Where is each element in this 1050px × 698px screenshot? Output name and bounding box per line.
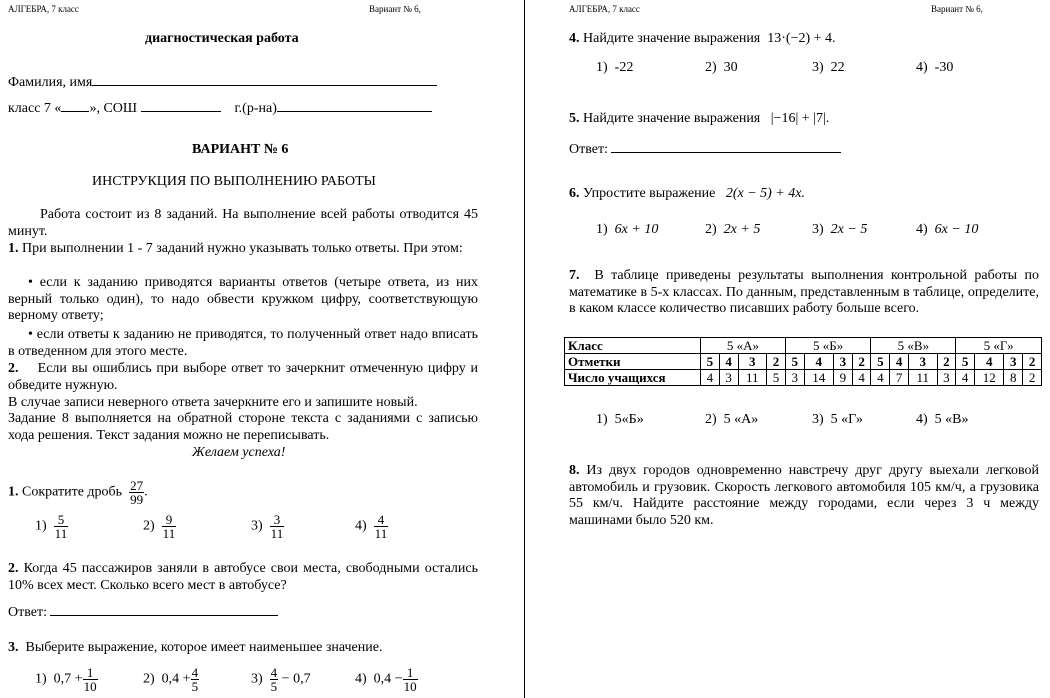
table-row-marks (565, 354, 1042, 370)
mark-cell: 5 (785, 354, 804, 370)
class-g-header: 5 «Г» (956, 338, 1042, 354)
city-field[interactable] (277, 99, 432, 112)
class-a-header: 5 «А» (701, 338, 786, 354)
count-cell: 11 (738, 370, 767, 386)
class-b-header: 5 «Б» (785, 338, 871, 354)
task1-option-2[interactable]: 2) $\frac{9}{11}$ (143, 512, 176, 541)
mark-cell: 3 (1004, 354, 1023, 370)
mark-cell: 5 (871, 354, 890, 370)
task1-option-1[interactable]: 1) $\frac{5}{11}$ (35, 512, 68, 541)
mark-cell: 5 (956, 354, 975, 370)
wish-text: Желаем успеха! (192, 445, 286, 460)
task4-option-1[interactable]: 1) -22 (596, 60, 634, 75)
task6-option-4[interactable]: 4) 6x − 10 (916, 222, 979, 237)
mark-cell: 4 (804, 354, 833, 370)
task8-question: 8. Из двух городов одновременно навстречу друг другу выехали легковой автомобиль и грузовик. Скорость легкового автомобиля 105 км/ч, а грузовика 55 км/ч. Найдите расстояние между городами, если через 3 ч между машинами было 520 км. (569, 463, 1040, 528)
surname-row (8, 73, 437, 91)
table-row-counts (565, 370, 1042, 386)
school-field[interactable] (141, 99, 221, 112)
mark-cell: 4 (719, 354, 738, 370)
class-letter-field[interactable] (61, 99, 89, 112)
mark-cell: 3 (908, 354, 937, 370)
task2-answer-label: Ответ: (8, 605, 47, 620)
city-label: г.(р-на) (234, 101, 277, 116)
count-cell: 8 (1004, 370, 1023, 386)
task5-answer-field[interactable] (611, 140, 841, 153)
instruction-p5: 2. Если вы ошиблись при выборе ответ то зачеркнит отмеченную цифру и обведите нужную. (8, 361, 478, 393)
class-label: класс 7 « (8, 101, 62, 116)
work-title: диагностическая работа (145, 31, 299, 46)
count-cell: 4 (871, 370, 890, 386)
mark-cell: 5 (701, 354, 720, 370)
task1-question: 1. Сократите дробь $\frac{27}{99}$ . (8, 478, 148, 507)
task2-question: 2. Когда 45 пассажиров заняли в автобусе свои места, свободными остались 10% всех мест. Сколько всего мест в автобусе? (8, 561, 479, 593)
count-cell: 12 (975, 370, 1004, 386)
task6-question: 6. Упростите выражение 2(x − 5) + 4x. (569, 186, 805, 201)
task7-question: 7. В таблице приведены результаты выполнения контрольной работы по математике в 5-х классах. По данным, представленным в таблице, определите, в каком классе количество писавших работу больше всего. (569, 268, 1039, 316)
task5-question: 5. Найдите значение выражения |−16| + |7|. (569, 111, 830, 126)
count-cell: 2 (1023, 370, 1042, 386)
task1-fraction: $\frac{27}{99}$ (130, 478, 144, 507)
instruction-p1: Работа состоит из 8 заданий. На выполнение всей работы отводится 45 минут. (8, 207, 478, 239)
mark-cell: 2 (937, 354, 956, 370)
mark-cell: 2 (767, 354, 786, 370)
count-cell: 14 (804, 370, 833, 386)
row-label-count: Число учащихся (565, 370, 701, 386)
task7-option-1[interactable]: 1) 5«Б» (596, 412, 644, 427)
task4-option-3[interactable]: 3) 22 (812, 60, 845, 75)
task3-option-4[interactable]: 4) 0,4 − $\frac{1}{10}$ (355, 665, 417, 694)
class-v-header: 5 «В» (871, 338, 956, 354)
page-divider (524, 0, 525, 698)
task4-option-2[interactable]: 2) 30 (705, 60, 738, 75)
task3-option-3[interactable]: 3) $\frac{4}{5}$ − 0,7 (251, 665, 311, 694)
task3-option-2[interactable]: 2) 0,4 + $\frac{4}{5}$ (143, 665, 199, 694)
header-subject-left: АЛГЕБРА, 7 класс (8, 4, 79, 14)
count-cell: 3 (785, 370, 804, 386)
mark-cell: 4 (890, 354, 909, 370)
instruction-p4: • если ответы к заданию не приводятся, то полученный ответ надо вписать в отведенном для этого месте. (8, 327, 478, 359)
task7-option-2[interactable]: 2) 5 «А» (705, 412, 759, 427)
surname-label: Фамилия, имя (8, 75, 93, 90)
instructions-title: ИНСТРУКЦИЯ ПО ВЫПОЛНЕНИЮ РАБОТЫ (92, 174, 376, 189)
count-cell: 5 (767, 370, 786, 386)
count-cell: 7 (890, 370, 909, 386)
task5-answer-row (569, 140, 841, 158)
task3-option-1[interactable]: 1) 0,7 + $\frac{1}{10}$ (35, 665, 97, 694)
mark-cell: 2 (852, 354, 871, 370)
count-cell: 4 (852, 370, 871, 386)
task3-question: 3. Выберите выражение, которое имеет наименьшее значение. (8, 640, 383, 655)
table-row-classes (565, 338, 1042, 354)
row-label-class: Класс (565, 338, 701, 354)
mark-cell: 4 (975, 354, 1004, 370)
mark-cell: 2 (1023, 354, 1042, 370)
class-row (8, 99, 432, 117)
school-label: », СОШ (89, 101, 138, 116)
count-cell: 4 (701, 370, 720, 386)
task6-option-1[interactable]: 1) 6x + 10 (596, 222, 659, 237)
surname-field[interactable] (92, 73, 437, 86)
instruction-p2: 1. При выполнении 1 - 7 заданий нужно указывать только ответы. При этом: (8, 241, 463, 256)
instruction-p7: Задание 8 выполняется на обратной стороне текста с заданиями с записью хода решения. Текст задания можно не переписывать. (8, 411, 478, 443)
instruction-p6: В случае записи неверного ответа зачеркните его и запишите новый. (8, 395, 418, 410)
task7-option-3[interactable]: 3) 5 «Г» (812, 412, 863, 427)
task7-option-4[interactable]: 4) 5 «В» (916, 412, 969, 427)
mark-cell: 3 (833, 354, 852, 370)
header-variant-right: Вариант № 6, (931, 4, 983, 14)
header-variant-left: Вариант № 6, (369, 4, 421, 14)
mark-cell: 3 (738, 354, 767, 370)
task6-option-2[interactable]: 2) 2x + 5 (705, 222, 761, 237)
task4-question: 4. Найдите значение выражения 13·(−2) + 4. (569, 31, 836, 46)
task1-option-3[interactable]: 3) $\frac{3}{11}$ (251, 512, 284, 541)
task5-answer-label: Ответ: (569, 142, 608, 157)
row-label-marks: Отметки (565, 354, 701, 370)
header-subject-right: АЛГЕБРА, 7 класс (569, 4, 640, 14)
count-cell: 11 (908, 370, 937, 386)
results-table (564, 337, 1042, 386)
task4-option-4[interactable]: 4) -30 (916, 60, 954, 75)
instruction-p3: • если к заданию приводятся варианты ответов (четыре ответа, из них верный только один), то надо обвести кружком цифру, соответствующую верному ответу; (8, 275, 478, 323)
count-cell: 3 (719, 370, 738, 386)
count-cell: 3 (937, 370, 956, 386)
task6-option-3[interactable]: 3) 2x − 5 (812, 222, 868, 237)
variant-title: ВАРИАНТ № 6 (192, 142, 289, 157)
count-cell: 9 (833, 370, 852, 386)
task2-answer-field[interactable] (50, 603, 278, 616)
task1-option-4[interactable]: 4) $\frac{4}{11}$ (355, 512, 388, 541)
task2-answer-row (8, 603, 278, 621)
count-cell: 4 (956, 370, 975, 386)
